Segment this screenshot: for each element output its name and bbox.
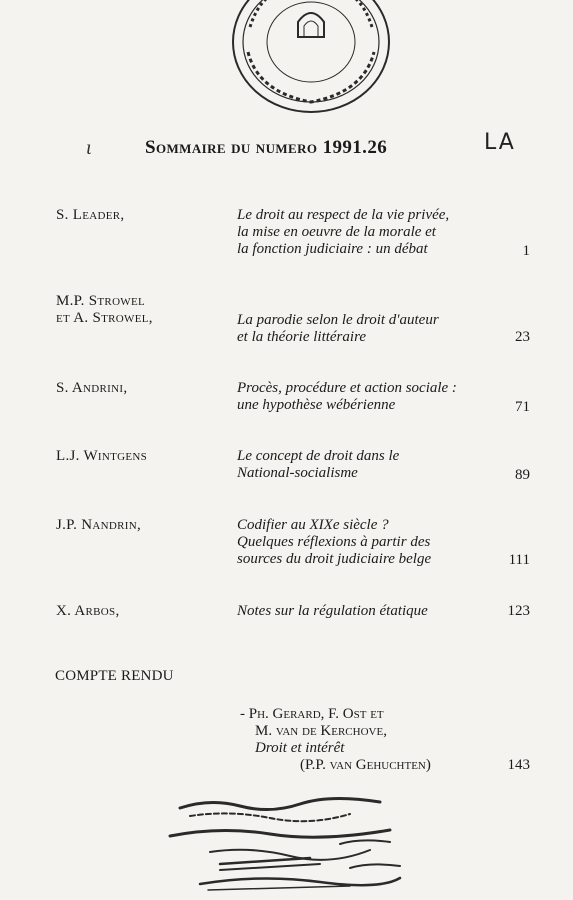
- entry-title: Procès, procédure et action sociale : une hypothèse wébérienne: [237, 380, 457, 413]
- library-seal-stamp: [228, 0, 394, 117]
- entry-title: Le concept de droit dans le National-socialisme: [237, 448, 400, 481]
- review-reviewer: (P.P. van Gehuchten): [300, 757, 431, 773]
- entry-author: S. Leader,: [56, 207, 125, 223]
- handwritten-mark-right: LA: [484, 130, 516, 155]
- issue-number: 1991.26: [322, 137, 388, 158]
- entry-title: Le droit au respect de la vie privée, la mise en oeuvre de la morale et la fonction judiciaire : un débat: [237, 207, 450, 257]
- review-title: Droit et intérêt: [255, 740, 345, 756]
- entry-title: Notes sur la régulation étatique: [237, 603, 428, 619]
- entry-author: J.P. Nandrin,: [56, 517, 142, 533]
- section-heading-compte-rendu: COMPTE RENDU: [55, 668, 174, 684]
- page-title: Sommaire du numero 1991.26: [145, 137, 388, 158]
- review-entry: [240, 706, 540, 774]
- entry-page: 23: [515, 329, 530, 345]
- entry-page: 71: [515, 399, 530, 415]
- entry-page: 1: [522, 243, 530, 259]
- accession-stamp: [150, 790, 420, 900]
- entry-title: La parodie selon le droit d'auteur et la théorie littéraire: [237, 312, 439, 345]
- entry-page: 123: [507, 603, 530, 619]
- review-authors-line2: M. van de Kerchove,: [255, 723, 387, 739]
- review-page: 143: [507, 757, 530, 773]
- entry-author: L.J. Wintgens: [56, 448, 148, 464]
- entry-page: 111: [508, 552, 530, 568]
- entry-author: M.P. Strowel et A. Strowel,: [56, 293, 153, 326]
- entry-author: S. Andrini,: [56, 380, 128, 396]
- entry-title: Codifier au XIXe siècle ? Quelques réflexions à partir des sources du droit judiciaire belge: [237, 517, 432, 567]
- entry-page: 89: [515, 467, 530, 483]
- handwritten-mark-left: ɩ: [86, 137, 92, 159]
- entry-author: X. Arbos,: [56, 603, 120, 619]
- review-authors-line1: - Ph. Gerard, F. Ost et: [240, 706, 384, 722]
